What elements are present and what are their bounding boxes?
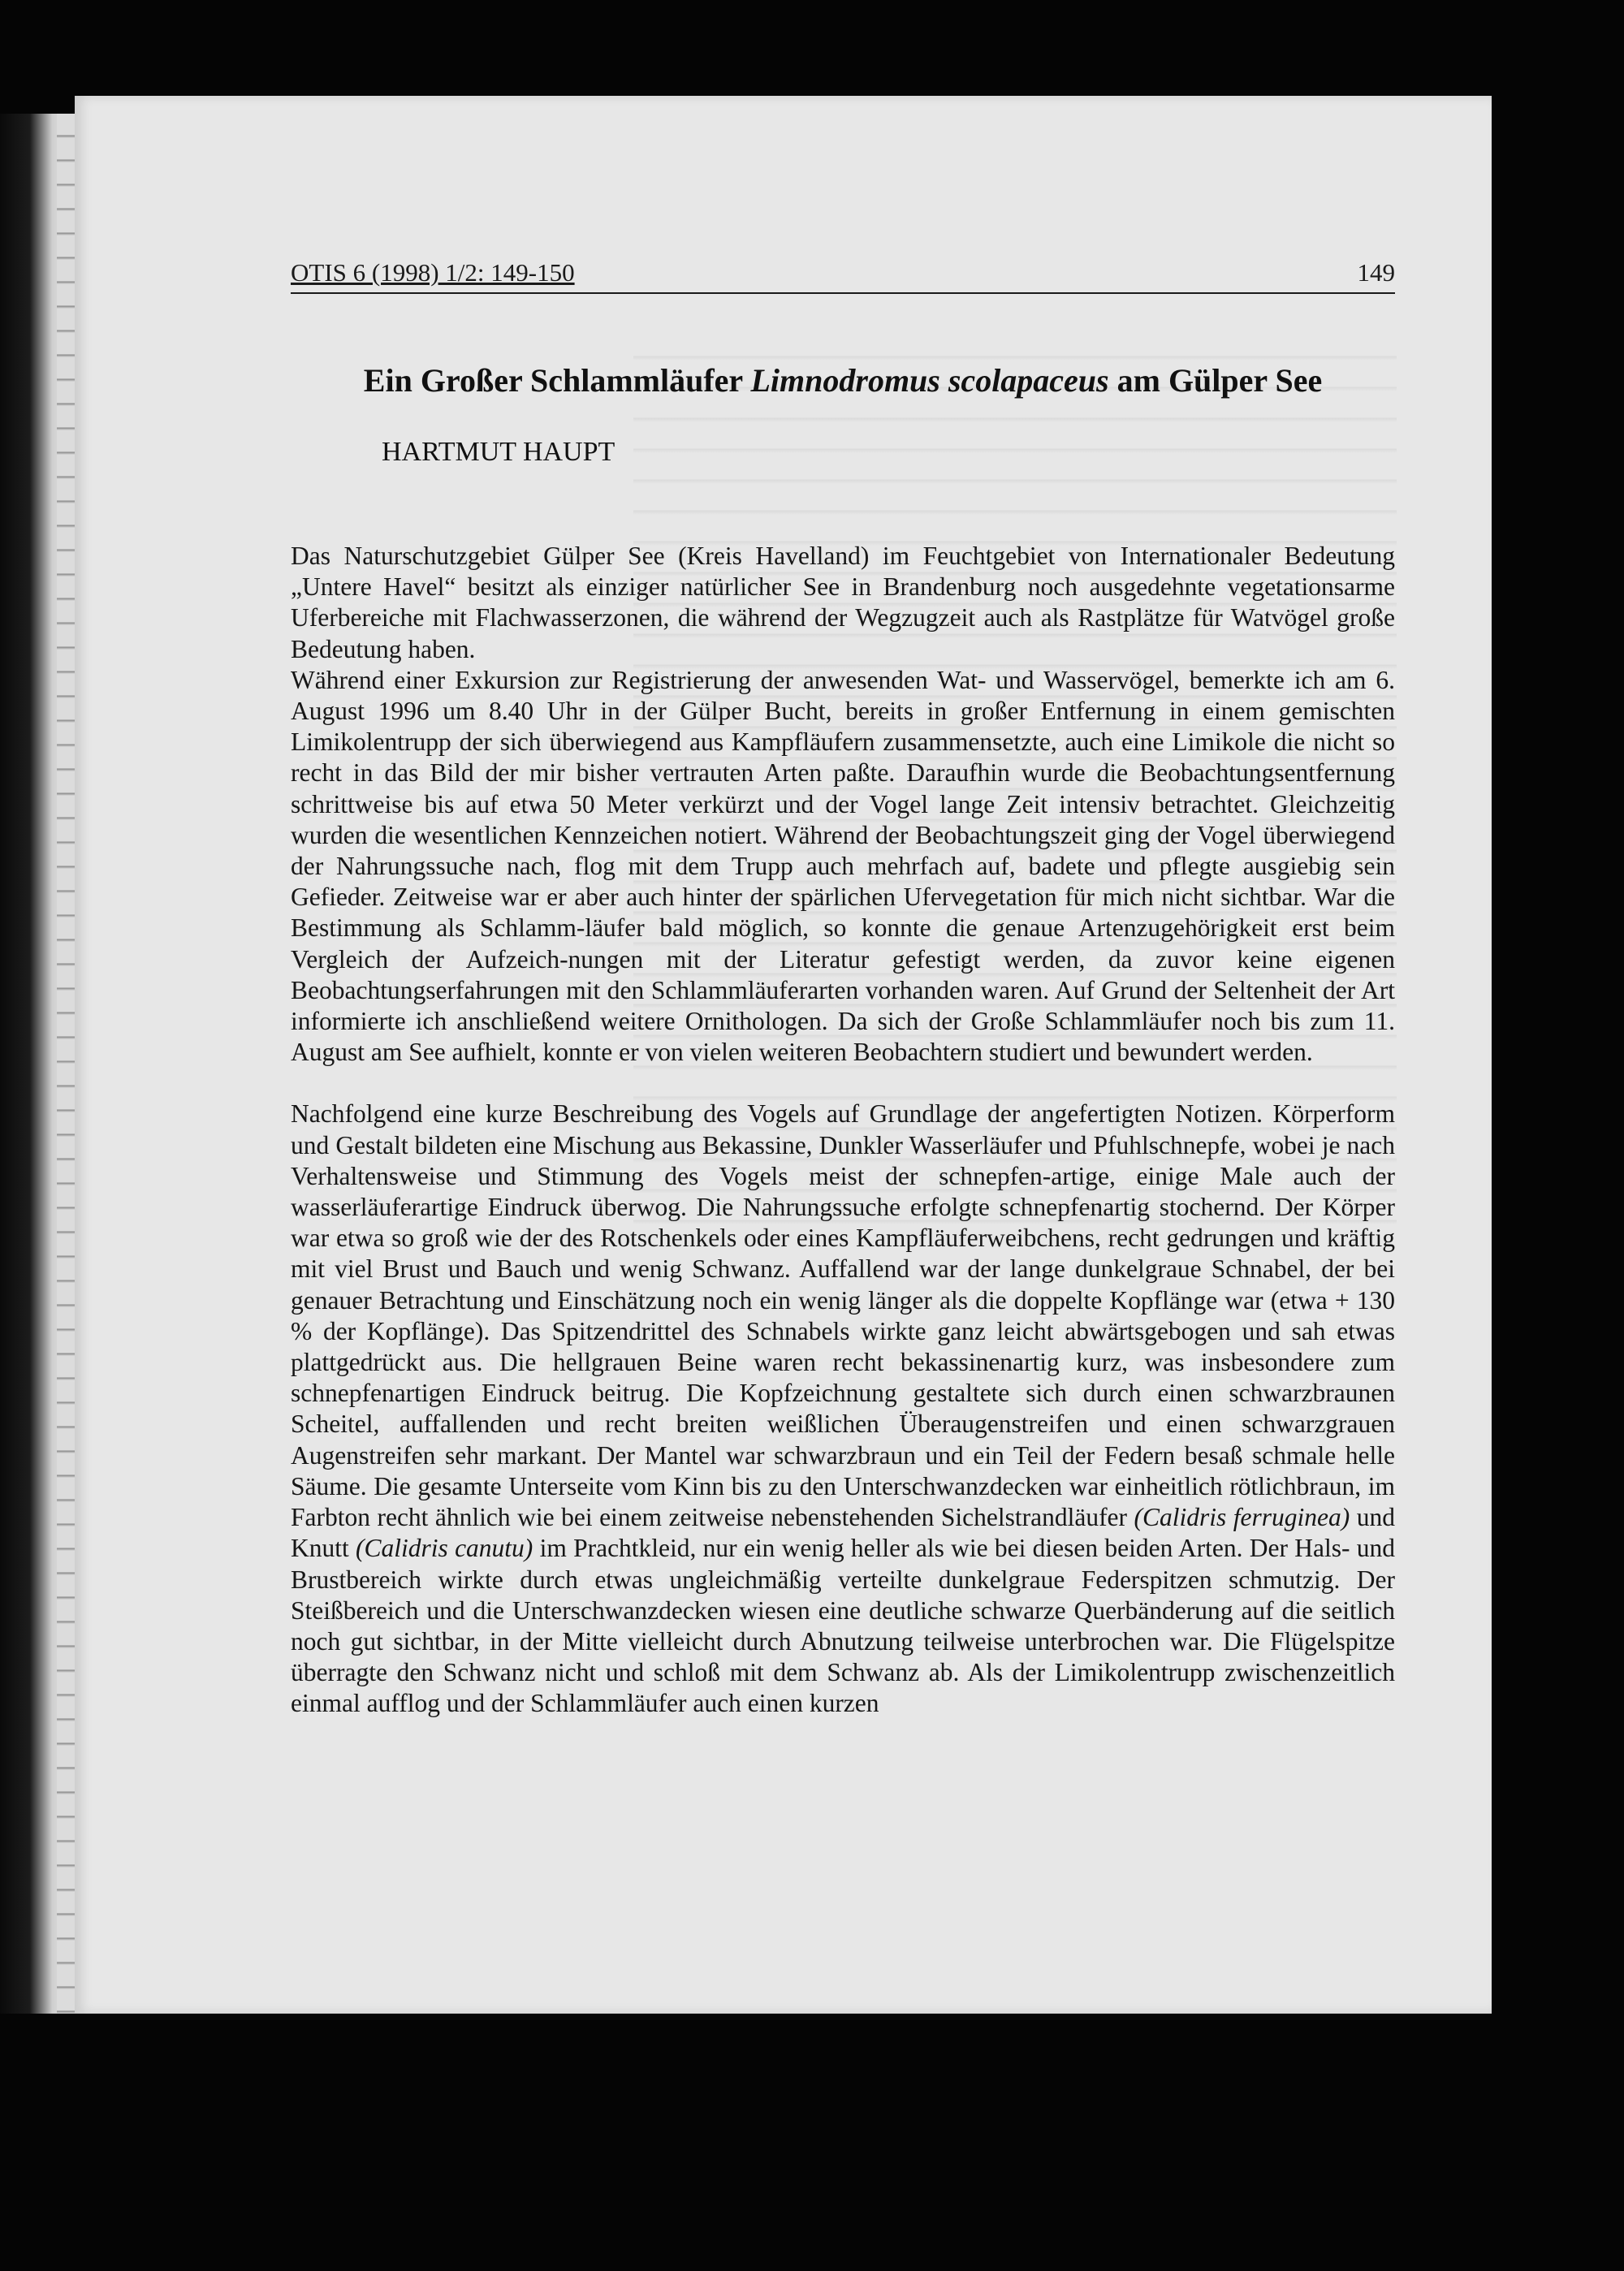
paragraph-observation: Während einer Exkursion zur Registrierung der anwesenden Wat- und Wasservögel, bemerkte ich am 6. August 1996 um 8.40 Uhr in der Gülper Bucht, bereits in großer Entfernung in einem gemischten Limikolentrupp der sich überwiegend aus Kampfläufern zusammensetzte, auch eine Limikole die nicht so recht in das Bild der mir bisher vertrauten Arten paßte. Daraufhin wurde die Beobachtungsentfernung schrittweise bis auf etwa 50 Meter verkürzt und der Vogel lange Zeit intensiv betrachtet. Gleichzeitig wurden die wesentlichen Kennzeichen notiert. Während der Beobachtungszeit ging der Vogel überwiegend der Nahrungssuche nach, flog mit dem Trupp auch mehrfach auf, badete und pflegte ausgiebig sein Gefieder. Zeitweise war er aber auch hinter der spärlichen Ufervegetation für mich nicht sichtbar. War die Bestimmung als Schlamm-läufer bald möglich, so konnte die genaue Artenzugehörigkeit erst beim Vergleich der Aufzeich-nungen mit der Literatur gefestigt werden, da zuvor keine eigenen Beobachtungserfahrungen mit den Schlammläuferarten vorhanden waren. Auf Grund der Seltenheit der Art informierte ich anschließend weitere Ornithologen. Da sich der Große Schlammläufer noch bis zum 11. August am See aufhielt, konnte er von vielen weiteren Beobachtern studiert und bewundert werden. (291, 665, 1395, 1067)
binding-stitching (57, 114, 75, 2014)
journal-citation: OTIS 6 (1998) 1/2: 149-150 (291, 258, 575, 287)
article-body (291, 541, 1395, 1720)
description-text-2: und Knutt (291, 1503, 1396, 1563)
species-calidris-ferruginea: (Calidris ferruginea) (1134, 1503, 1350, 1532)
title-prefix: Ein Großer Schlammläufer (363, 362, 743, 399)
author-name: HARTMUT HAUPT (382, 437, 615, 467)
title-suffix: am Gülper See (1116, 362, 1323, 399)
description-text-3: im Prachtkleid, nur ein wenig heller als wie bei diesen beiden Arten. Der Hals- und Brustbereich wirkte durch etwas ungleichmäßig verteilte dunkelgraue Federspitzen schmutzig. Der Steißbereich und die Unterschwanzdecken wiesen eine deutliche schwarze Querbänderung auf die seitlich noch gut sichtbar, in der Mitte vielleicht durch Abnutzung teilweise unterbrochen war. Die Flügelspitze überragte den Schwanz nicht und schloß mit dem Schwanz ab. Als der Limikolentrupp zwischenzeitlich einmal aufflog und der Schlammläufer auch einen kurzen (291, 1534, 1395, 1718)
paragraph-description (291, 1099, 1395, 1719)
page-number: 149 (1357, 258, 1395, 287)
description-text-1: Nachfolgend eine kurze Beschreibung des Vogels auf Grundlage der angefertigten Notizen. Körperform und Gestalt bildeten eine Mischung aus Bekassine, Dunkler Wasserläufer und Pfuhlschnepfe, wobei je nach Verhaltensweise und Stimmung des Vogels meist der schnepfen-artige, einige Male auch der wasserläuferartige Eindruck überwog. Die Nahrungssuche erfolgte schnepfenartig stochernd. Der Körper war etwa so groß wie der des Rotschenkels oder eines Kampfläuferweibchens, recht gedrungen und kräftig mit viel Brust und Bauch und wenig Schwanz. Auffallend war der lange dunkelgraue Schnabel, der bei genauer Betrachtung und Einschätzung noch ein wenig länger als die doppelte Kopflänge war (etwa + 130 % der Kopflänge). Das Spitzendrittel des Schnabels wirkte ganz leicht abwärtsgebogen und sah etwas plattgedrückt aus. Die hellgrauen Beine waren recht bekassinenartig kurz, was insbesondere zum schnepfenartigen Eindruck beitrug. Die Kopfzeichnung gestaltete sich durch einen schwarzbraunen Scheitel, auffallenden und recht breiten weißlichen Überaugenstreifen und einen schwarzgrauen Augenstreifen sehr markant. Der Mantel war schwarzbraun und ein Teil der Federn besaß schmale helle Säume. Die gesamte Unterseite vom Kinn bis zu den Unterschwanzdecken war einheitlich rötlichbraun, im Farbton recht ähnlich wie bei einem zeitweise nebenstehenden Sichelstrandläufer (291, 1099, 1395, 1532)
article-title (291, 361, 1395, 399)
title-species: Limnodromus scolapaceus (750, 362, 1109, 399)
running-header (291, 258, 1395, 294)
paragraph-intro: Das Naturschutzgebiet Gülper See (Kreis Havelland) im Feuchtgebiet von Internationaler Bedeutung „Untere Havel“ besitzt als einziger natürlicher See in Brandenburg noch ausgedehnte vegetationsarme Uferbereiche mit Flachwasserzonen, die während der Wegzugzeit auch als Rastplätze für Watvögel große Bedeutung haben. (291, 542, 1395, 663)
species-calidris-canutu: (Calidris canutu) (356, 1534, 533, 1563)
